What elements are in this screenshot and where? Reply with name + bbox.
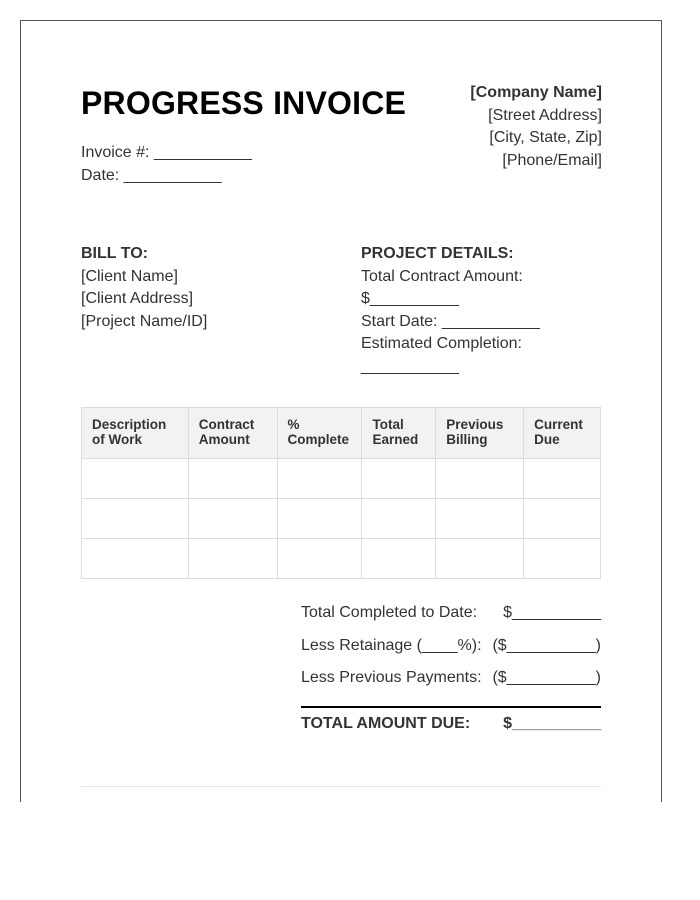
contract-amount-value: $__________ [361, 290, 459, 307]
estimated-completion-label: Estimated Completion: [361, 335, 522, 352]
invoice-number-field: Invoice #: ___________ [81, 144, 252, 161]
table-cell[interactable] [524, 539, 601, 579]
retainage-label: Less Retainage (____%): [301, 636, 482, 654]
total-completed-value: $__________ [503, 604, 601, 621]
company-block [470, 82, 602, 172]
invoice-meta [81, 142, 252, 187]
column-header-total-earned: Total Earned [362, 408, 436, 459]
company-contact: [Phone/Email] [502, 151, 602, 169]
project-name: [Project Name/ID] [81, 312, 208, 330]
column-header-percent-complete: % Complete [277, 408, 362, 459]
total-completed-label: Total Completed to Date: [301, 604, 478, 621]
table-cell[interactable] [436, 539, 524, 579]
table-cell[interactable] [82, 539, 189, 579]
project-details-heading: PROJECT DETAILS: [361, 245, 514, 262]
total-completed-row [301, 602, 601, 635]
table-row [82, 539, 601, 579]
company-city: [City, State, Zip] [489, 129, 602, 146]
table-row [82, 459, 601, 499]
invoice-page [20, 20, 662, 802]
retainage-row [301, 635, 601, 668]
table-cell[interactable] [188, 539, 277, 579]
table-row [82, 499, 601, 539]
table-cell[interactable] [188, 459, 277, 499]
table-cell[interactable] [277, 539, 362, 579]
bill-to-heading: BILL TO: [81, 245, 148, 262]
table-cell[interactable] [277, 459, 362, 499]
total-due-label: TOTAL AMOUNT DUE: [301, 714, 471, 732]
column-header-contract-amount: Contract Amount [188, 408, 277, 459]
totals-block [301, 602, 601, 738]
estimated-completion-value: ___________ [361, 357, 459, 375]
client-name: [Client Name] [81, 267, 178, 285]
table-cell[interactable] [524, 499, 601, 539]
contract-amount-label: Total Contract Amount: [361, 267, 523, 285]
table-cell[interactable] [362, 459, 436, 499]
column-header-current-due: Current Due [524, 408, 601, 459]
bill-to-block [81, 243, 207, 333]
retainage-value: ($__________) [492, 636, 601, 654]
total-due-value: $__________ [503, 714, 601, 732]
table-cell[interactable] [524, 459, 601, 499]
company-name: [Company Name] [470, 84, 602, 101]
client-address: [Client Address] [81, 290, 194, 307]
column-header-description: Description of Work [82, 408, 189, 459]
table-cell[interactable] [436, 499, 524, 539]
company-street: [Street Address] [488, 106, 602, 124]
table-cell[interactable] [82, 499, 189, 539]
table-cell[interactable] [82, 459, 189, 499]
table-cell[interactable] [277, 499, 362, 539]
table-header-row [82, 408, 601, 459]
table-cell[interactable] [436, 459, 524, 499]
previous-payments-label: Less Previous Payments: [301, 669, 482, 686]
project-details-block [361, 243, 561, 378]
footer-divider [81, 786, 601, 787]
total-due-row [301, 706, 601, 738]
previous-payments-value: ($__________) [492, 669, 601, 686]
table-cell[interactable] [362, 499, 436, 539]
invoice-date-field: Date: ___________ [81, 166, 222, 184]
invoice-title: PROGRESS INVOICE [81, 85, 407, 121]
start-date-field: Start Date: ___________ [361, 312, 540, 330]
column-header-previous-billing: Previous Billing [436, 408, 524, 459]
previous-payments-row [301, 667, 601, 700]
table-cell[interactable] [362, 539, 436, 579]
table-cell[interactable] [188, 499, 277, 539]
line-items-table [81, 407, 601, 579]
